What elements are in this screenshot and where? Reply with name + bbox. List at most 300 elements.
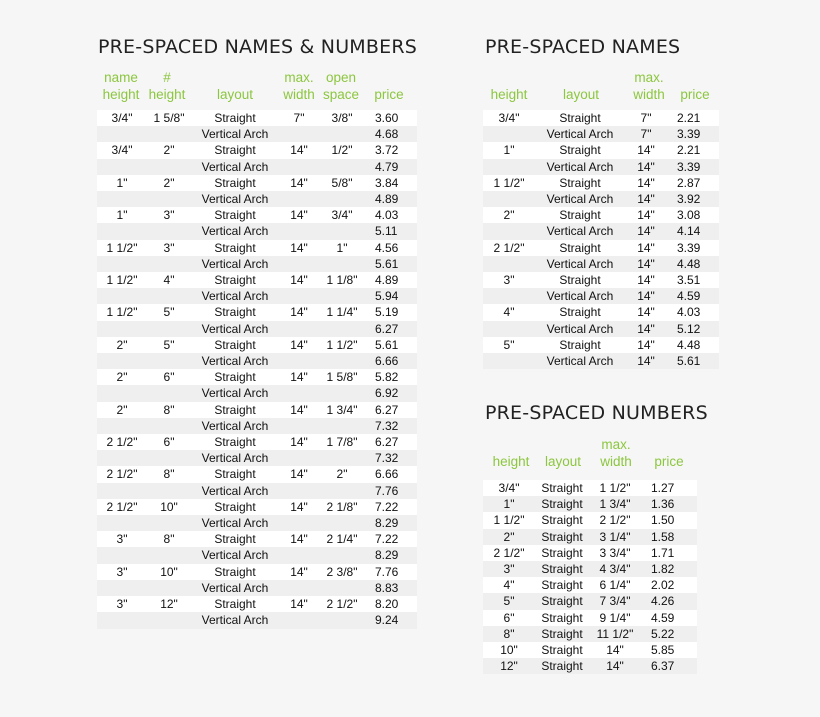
names-numbers-panel — [97, 36, 417, 629]
cell-nh: 1" — [97, 207, 147, 223]
cell-mw: 14" — [279, 434, 319, 450]
cell-price: 9.24 — [365, 612, 417, 628]
header-layout: layout — [216, 87, 254, 102]
cell-layout: Straight — [535, 577, 589, 593]
table-row — [483, 288, 719, 304]
cell-price: 2.02 — [641, 577, 697, 593]
table-row — [483, 337, 719, 353]
table-row — [483, 642, 697, 658]
cell-numh: 5" — [147, 304, 191, 320]
cell-height — [483, 191, 535, 207]
cell-mw — [279, 159, 319, 175]
table-row — [483, 321, 719, 337]
names-title: PRE-SPACED NAMES — [485, 36, 681, 58]
cell-mw: 3 1/4" — [589, 529, 641, 545]
cell-price: 6.66 — [365, 466, 417, 482]
cell-nh: 3/4" — [97, 110, 147, 126]
table-row — [97, 499, 417, 515]
header-max-width: max. width — [633, 70, 665, 102]
table-row — [483, 561, 697, 577]
table-row — [97, 288, 417, 304]
cell-layout: Vertical Arch — [191, 385, 279, 401]
cell-mw: 14" — [625, 223, 667, 239]
cell-mw: 14" — [625, 321, 667, 337]
table-row — [483, 496, 697, 512]
cell-nh: 2 1/2" — [97, 434, 147, 450]
cell-mw — [279, 191, 319, 207]
cell-nh: 2" — [97, 369, 147, 385]
cell-price: 2.21 — [667, 142, 719, 158]
cell-price: 6.66 — [365, 353, 417, 369]
cell-os: 2 1/2" — [319, 596, 365, 612]
cell-price: 4.48 — [667, 337, 719, 353]
cell-layout: Straight — [535, 593, 589, 609]
cell-price: 1.27 — [641, 480, 697, 496]
cell-price: 6.27 — [365, 402, 417, 418]
cell-mw: 14" — [279, 596, 319, 612]
table-row — [97, 207, 417, 223]
cell-layout: Vertical Arch — [535, 159, 625, 175]
cell-mw: 14" — [279, 272, 319, 288]
cell-os — [319, 223, 365, 239]
cell-price: 7.22 — [365, 531, 417, 547]
cell-os: 2 1/4" — [319, 531, 365, 547]
cell-mw: 4 3/4" — [589, 561, 641, 577]
cell-price: 4.59 — [667, 288, 719, 304]
cell-numh: 8" — [147, 466, 191, 482]
cell-mw: 9 1/4" — [589, 610, 641, 626]
cell-numh: 10" — [147, 564, 191, 580]
cell-price: 5.61 — [365, 256, 417, 272]
cell-layout: Vertical Arch — [191, 450, 279, 466]
cell-layout: Straight — [535, 529, 589, 545]
cell-numh: 6" — [147, 434, 191, 450]
cell-mw — [279, 418, 319, 434]
cell-price: 3.60 — [365, 110, 417, 126]
cell-height: 1" — [483, 142, 535, 158]
cell-height: 1 1/2" — [483, 512, 535, 528]
cell-layout: Straight — [191, 337, 279, 353]
cell-height: 2" — [483, 207, 535, 223]
cell-layout: Vertical Arch — [191, 580, 279, 596]
cell-height: 3" — [483, 561, 535, 577]
cell-height — [483, 223, 535, 239]
cell-mw — [279, 580, 319, 596]
cell-height: 1" — [483, 496, 535, 512]
cell-os: 1 3/4" — [319, 402, 365, 418]
cell-mw: 7" — [279, 110, 319, 126]
cell-price: 4.68 — [365, 126, 417, 142]
cell-nh — [97, 321, 147, 337]
cell-os: 1 1/4" — [319, 304, 365, 320]
cell-mw: 14" — [625, 256, 667, 272]
table-row — [97, 369, 417, 385]
cell-mw: 1 3/4" — [589, 496, 641, 512]
table-row — [97, 596, 417, 612]
numbers-header — [483, 432, 703, 470]
cell-numh: 5" — [147, 337, 191, 353]
cell-layout: Vertical Arch — [535, 126, 625, 142]
cell-layout: Straight — [535, 658, 589, 674]
cell-height: 2" — [483, 529, 535, 545]
cell-price: 3.39 — [667, 126, 719, 142]
table-row — [97, 434, 417, 450]
table-row — [97, 418, 417, 434]
cell-height — [483, 353, 535, 369]
table-row — [97, 126, 417, 142]
cell-price: 5.94 — [365, 288, 417, 304]
cell-mw: 14" — [589, 642, 641, 658]
cell-height: 4" — [483, 577, 535, 593]
cell-layout: Straight — [191, 402, 279, 418]
cell-nh — [97, 515, 147, 531]
cell-price: 4.26 — [641, 593, 697, 609]
cell-mw: 14" — [625, 304, 667, 320]
table-row — [97, 612, 417, 628]
cell-os — [319, 321, 365, 337]
cell-numh — [147, 223, 191, 239]
cell-mw: 14" — [279, 207, 319, 223]
header-layout: layout — [562, 87, 600, 102]
cell-os: 3/8" — [319, 110, 365, 126]
cell-os — [319, 483, 365, 499]
cell-nh: 3" — [97, 564, 147, 580]
table-row — [483, 593, 697, 609]
cell-height: 3/4" — [483, 480, 535, 496]
cell-layout: Straight — [535, 610, 589, 626]
cell-os — [319, 191, 365, 207]
cell-layout: Vertical Arch — [191, 353, 279, 369]
cell-layout: Vertical Arch — [535, 191, 625, 207]
cell-mw — [279, 126, 319, 142]
cell-os — [319, 515, 365, 531]
cell-numh — [147, 483, 191, 499]
table-row — [483, 610, 697, 626]
cell-price: 1.50 — [641, 512, 697, 528]
table-row — [483, 142, 719, 158]
cell-layout: Vertical Arch — [191, 159, 279, 175]
cell-mw: 14" — [279, 369, 319, 385]
cell-price: 4.03 — [667, 304, 719, 320]
cell-os — [319, 159, 365, 175]
cell-price: 5.19 — [365, 304, 417, 320]
names-numbers-header — [97, 65, 417, 103]
cell-price: 2.21 — [667, 110, 719, 126]
cell-mw — [279, 515, 319, 531]
cell-price: 6.27 — [365, 434, 417, 450]
cell-price: 5.85 — [641, 642, 697, 658]
cell-numh: 3" — [147, 240, 191, 256]
cell-height: 3/4" — [483, 110, 535, 126]
table-row — [97, 353, 417, 369]
table-row — [97, 531, 417, 547]
cell-layout: Straight — [535, 642, 589, 658]
cell-height: 2 1/2" — [483, 240, 535, 256]
cell-nh: 2 1/2" — [97, 499, 147, 515]
cell-os: 1 1/2" — [319, 337, 365, 353]
table-row — [97, 304, 417, 320]
cell-mw: 14" — [279, 531, 319, 547]
cell-layout: Straight — [535, 561, 589, 577]
table-row — [483, 159, 719, 175]
cell-mw — [279, 223, 319, 239]
cell-price: 3.51 — [667, 272, 719, 288]
cell-nh — [97, 580, 147, 596]
cell-os — [319, 450, 365, 466]
table-row — [483, 658, 697, 674]
header-number-height: # height — [148, 70, 186, 102]
cell-layout: Straight — [191, 207, 279, 223]
cell-mw: 14" — [279, 142, 319, 158]
cell-price: 3.39 — [667, 240, 719, 256]
cell-price: 4.89 — [365, 191, 417, 207]
cell-layout: Vertical Arch — [535, 256, 625, 272]
cell-price: 3.39 — [667, 159, 719, 175]
cell-os: 1 7/8" — [319, 434, 365, 450]
cell-price: 8.20 — [365, 596, 417, 612]
cell-numh: 8" — [147, 531, 191, 547]
cell-layout: Straight — [191, 272, 279, 288]
cell-price: 8.29 — [365, 547, 417, 563]
cell-layout: Vertical Arch — [191, 612, 279, 628]
names-header — [483, 65, 723, 103]
cell-numh — [147, 191, 191, 207]
cell-os: 1 5/8" — [319, 369, 365, 385]
header-layout: layout — [544, 454, 582, 469]
cell-mw — [279, 321, 319, 337]
cell-layout: Vertical Arch — [191, 547, 279, 563]
cell-layout: Straight — [535, 272, 625, 288]
table-row — [483, 110, 719, 126]
cell-os: 2 3/8" — [319, 564, 365, 580]
cell-layout: Straight — [191, 110, 279, 126]
cell-layout: Vertical Arch — [191, 515, 279, 531]
cell-mw: 7" — [625, 110, 667, 126]
header-height: height — [492, 454, 530, 469]
cell-numh — [147, 547, 191, 563]
cell-layout: Straight — [191, 434, 279, 450]
cell-height: 10" — [483, 642, 535, 658]
cell-mw: 14" — [625, 175, 667, 191]
cell-numh: 4" — [147, 272, 191, 288]
cell-price: 5.61 — [667, 353, 719, 369]
cell-layout: Straight — [535, 110, 625, 126]
cell-height: 3" — [483, 272, 535, 288]
cell-layout: Vertical Arch — [535, 321, 625, 337]
cell-price: 7.76 — [365, 564, 417, 580]
cell-nh: 3" — [97, 531, 147, 547]
cell-mw: 6 1/4" — [589, 577, 641, 593]
cell-price: 3.08 — [667, 207, 719, 223]
table-row — [97, 223, 417, 239]
cell-nh: 1 1/2" — [97, 240, 147, 256]
cell-os — [319, 256, 365, 272]
cell-price: 4.03 — [365, 207, 417, 223]
cell-numh — [147, 288, 191, 304]
cell-numh: 2" — [147, 175, 191, 191]
cell-os: 1/2" — [319, 142, 365, 158]
cell-mw: 14" — [279, 499, 319, 515]
header-name-height: name height — [102, 70, 140, 102]
cell-nh: 1 1/2" — [97, 304, 147, 320]
cell-price: 8.29 — [365, 515, 417, 531]
table-row — [97, 385, 417, 401]
cell-mw — [279, 612, 319, 628]
cell-price: 7.32 — [365, 418, 417, 434]
table-row — [483, 126, 719, 142]
cell-height: 2 1/2" — [483, 545, 535, 561]
table-row — [97, 321, 417, 337]
cell-layout: Vertical Arch — [535, 223, 625, 239]
cell-layout: Vertical Arch — [191, 418, 279, 434]
cell-mw — [279, 450, 319, 466]
cell-height — [483, 256, 535, 272]
cell-mw: 14" — [625, 142, 667, 158]
cell-price: 3.72 — [365, 142, 417, 158]
cell-price: 4.79 — [365, 159, 417, 175]
cell-layout: Straight — [535, 496, 589, 512]
cell-price: 1.71 — [641, 545, 697, 561]
cell-price: 3.84 — [365, 175, 417, 191]
cell-nh — [97, 126, 147, 142]
cell-mw: 14" — [625, 272, 667, 288]
cell-layout: Vertical Arch — [191, 483, 279, 499]
cell-price: 4.56 — [365, 240, 417, 256]
table-row — [97, 142, 417, 158]
cell-nh: 2" — [97, 337, 147, 353]
cell-layout: Straight — [191, 369, 279, 385]
names-panel — [483, 36, 723, 369]
cell-numh: 6" — [147, 369, 191, 385]
cell-nh — [97, 547, 147, 563]
cell-nh: 1 1/2" — [97, 272, 147, 288]
cell-nh: 2" — [97, 402, 147, 418]
table-row — [483, 529, 697, 545]
table-row — [97, 337, 417, 353]
cell-os — [319, 353, 365, 369]
cell-mw: 14" — [279, 304, 319, 320]
cell-layout: Straight — [535, 545, 589, 561]
cell-os — [319, 580, 365, 596]
table-row — [97, 450, 417, 466]
table-row — [97, 240, 417, 256]
table-row — [97, 564, 417, 580]
cell-mw: 14" — [625, 337, 667, 353]
cell-price: 5.61 — [365, 337, 417, 353]
cell-layout: Straight — [535, 142, 625, 158]
cell-numh — [147, 450, 191, 466]
names-numbers-table — [97, 110, 417, 629]
cell-numh: 12" — [147, 596, 191, 612]
cell-layout: Straight — [535, 175, 625, 191]
cell-price: 6.92 — [365, 385, 417, 401]
cell-numh — [147, 256, 191, 272]
table-row — [483, 545, 697, 561]
cell-height: 5" — [483, 337, 535, 353]
table-row — [97, 272, 417, 288]
cell-numh: 10" — [147, 499, 191, 515]
numbers-title: PRE-SPACED NUMBERS — [485, 402, 708, 424]
cell-height: 8" — [483, 626, 535, 642]
cell-layout: Straight — [191, 596, 279, 612]
numbers-table — [483, 480, 697, 674]
header-max-width: max. width — [600, 437, 632, 469]
cell-layout: Straight — [191, 240, 279, 256]
cell-nh: 1" — [97, 175, 147, 191]
cell-mw: 14" — [279, 175, 319, 191]
cell-nh — [97, 288, 147, 304]
cell-mw: 7" — [625, 126, 667, 142]
cell-price: 5.11 — [365, 223, 417, 239]
cell-layout: Vertical Arch — [191, 288, 279, 304]
cell-mw: 14" — [625, 159, 667, 175]
cell-price: 7.22 — [365, 499, 417, 515]
cell-price: 6.37 — [641, 658, 697, 674]
header-price: price — [374, 87, 404, 102]
cell-os: 5/8" — [319, 175, 365, 191]
cell-numh — [147, 580, 191, 596]
cell-height: 5" — [483, 593, 535, 609]
cell-mw: 14" — [279, 402, 319, 418]
cell-mw: 14" — [279, 337, 319, 353]
table-row — [483, 577, 697, 593]
header-open-space: open space — [322, 70, 360, 102]
cell-mw: 14" — [279, 564, 319, 580]
cell-numh: 8" — [147, 402, 191, 418]
cell-price: 4.59 — [641, 610, 697, 626]
names-table — [483, 110, 719, 369]
table-row — [97, 402, 417, 418]
cell-mw: 14" — [279, 466, 319, 482]
cell-layout: Vertical Arch — [535, 288, 625, 304]
cell-height: 1 1/2" — [483, 175, 535, 191]
cell-layout: Vertical Arch — [191, 126, 279, 142]
cell-layout: Straight — [535, 480, 589, 496]
cell-mw — [279, 288, 319, 304]
cell-layout: Straight — [191, 499, 279, 515]
table-row — [97, 547, 417, 563]
cell-layout: Straight — [191, 531, 279, 547]
cell-nh — [97, 418, 147, 434]
cell-numh: 2" — [147, 142, 191, 158]
cell-nh — [97, 612, 147, 628]
cell-os: 3/4" — [319, 207, 365, 223]
names-numbers-title: PRE-SPACED NAMES & NUMBERS — [98, 36, 418, 58]
cell-nh — [97, 483, 147, 499]
cell-nh — [97, 159, 147, 175]
cell-layout: Straight — [535, 626, 589, 642]
cell-mw: 14" — [625, 191, 667, 207]
numbers-panel — [483, 402, 708, 674]
cell-os — [319, 612, 365, 628]
cell-os: 2" — [319, 466, 365, 482]
table-row — [97, 110, 417, 126]
cell-mw: 3 3/4" — [589, 545, 641, 561]
table-row — [483, 353, 719, 369]
cell-mw — [279, 385, 319, 401]
cell-numh: 3" — [147, 207, 191, 223]
table-row — [483, 223, 719, 239]
cell-os — [319, 288, 365, 304]
cell-mw — [279, 353, 319, 369]
table-row — [483, 304, 719, 320]
cell-layout: Straight — [191, 466, 279, 482]
table-row — [97, 515, 417, 531]
cell-mw: 1 1/2" — [589, 480, 641, 496]
cell-mw: 7 3/4" — [589, 593, 641, 609]
cell-nh — [97, 191, 147, 207]
table-row — [97, 175, 417, 191]
